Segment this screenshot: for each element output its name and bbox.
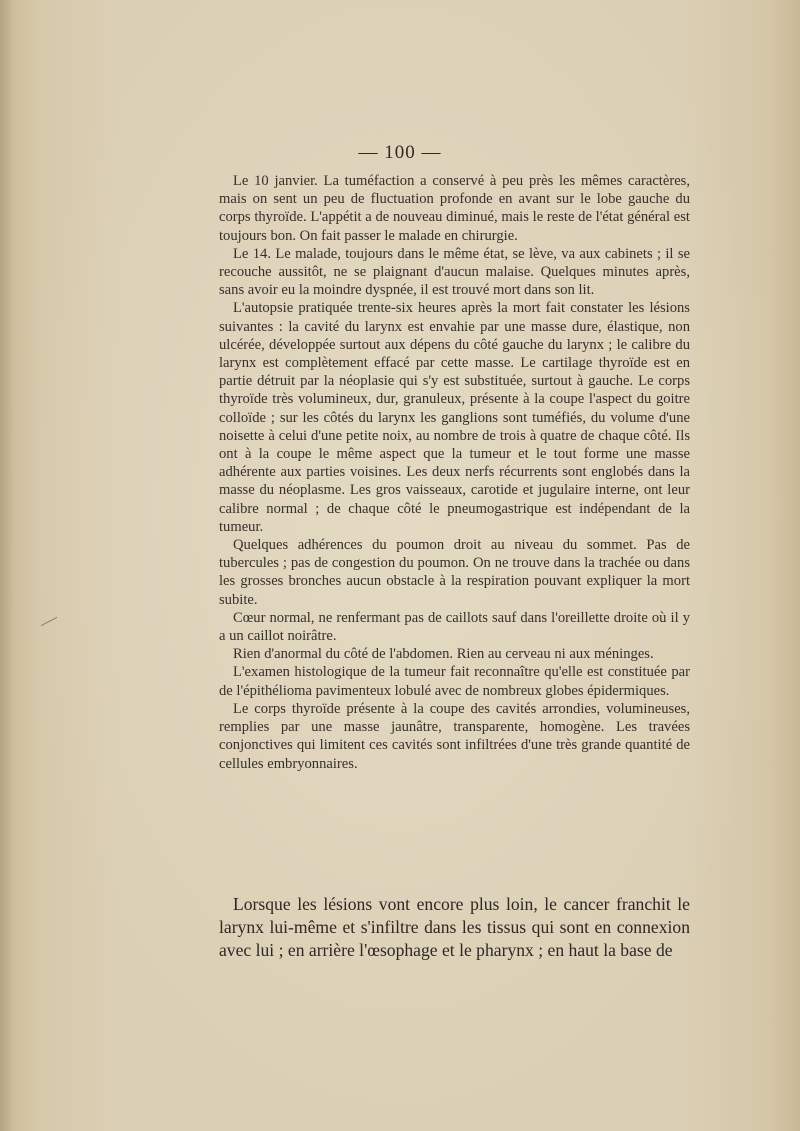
main-body-text bbox=[219, 893, 690, 962]
case-paragraph: Rien d'anormal du côté de l'abdomen. Rien au cerveau ni aux méninges. bbox=[233, 646, 654, 663]
page-gutter-shadow bbox=[0, 0, 14, 1131]
case-paragraph: L'autopsie pratiquée trente-six heures après la mort fait constater les lésions suivantes : la cavité du larynx est envahie par une masse dure, élastique, non ulcérée, développée surtout aux dépens du côté gauche du larynx ; le calibre du larynx est complètement effacé par cette masse. Le cartilage thyroïde est en partie détruit par la néoplasie qui s'y est substituée, surtout à gauche. Le corps thyroïde très volumineux, dur, granuleux, présente à la coupe l'aspect du goitre colloïde ; sur les côtés du larynx les ganglions sont tuméfiés, du volume d'une noisette à celui d'une petite noix, au nombre de trois à quatre de chaque côté. Ils ont à la coupe le même aspect que la tumeur et le tout forme une masse adhérente aux parties voisines. Les deux nerfs récurrents sont englobés dans la masse du néoplasme. Les gros vaisseaux, carotide et jugulaire interne, ont leur calibre normal ; de chaque côté le pneumogastrique est indépendant de la tumeur. bbox=[219, 300, 690, 535]
body-paragraph: Lorsque les lésions vont encore plus loin, le cancer franchit le larynx lui-même et s'infiltre dans les tissus qui sont en connexion avec lui ; en arrière l'œsophage et le pharynx ; en haut la base de bbox=[219, 894, 690, 960]
case-paragraph: Cœur normal, ne renfermant pas de caillots sauf dans l'oreillette droite où il y a un caillot noirâtre. bbox=[219, 609, 690, 645]
case-paragraph: Le 10 janvier. La tuméfaction a conservé à peu près les mêmes caractères, mais on sent un peu de fluctuation profonde en avant sur le lobe gauche du corps thyroïde. L'appétit a de nouveau diminué, mais le reste de l'état général est toujours bon. On fait passer le malade en chirurgie. bbox=[219, 173, 690, 244]
page-number: — 100 — bbox=[358, 142, 442, 163]
case-paragraph: Quelques adhérences du poumon droit au niveau du sommet. Pas de tubercules ; pas de congestion du poumon. On ne trouve dans la trachée ou dans les grosses bronches aucun obstacle à la respiration pouvant expliquer la mort subite. bbox=[219, 537, 690, 608]
case-report-text bbox=[219, 172, 690, 773]
margin-mark bbox=[41, 617, 57, 626]
case-paragraph: L'examen histologique de la tumeur fait reconnaître qu'elle est constituée par de l'épithélioma pavimenteux lobulé avec de nombreux globes épidermiques. bbox=[219, 664, 690, 699]
case-paragraph: Le 14. Le malade, toujours dans le même état, se lève, va aux cabinets ; il se recouche aussitôt, ne se plaignant d'aucun malaise. Quelques minutes après, sans avoir eu la moindre dyspnée, il est trouvé mort dans son lit. bbox=[219, 245, 690, 299]
case-paragraph: Le corps thyroïde présente à la coupe des cavités arrondies, volumineuses, remplies par une masse jaunâtre, transparente, homogène. Les travées conjonctives qui limitent ces cavités sont infiltrées d'une très grande quantité de cellules embryonnaires. bbox=[219, 700, 690, 772]
